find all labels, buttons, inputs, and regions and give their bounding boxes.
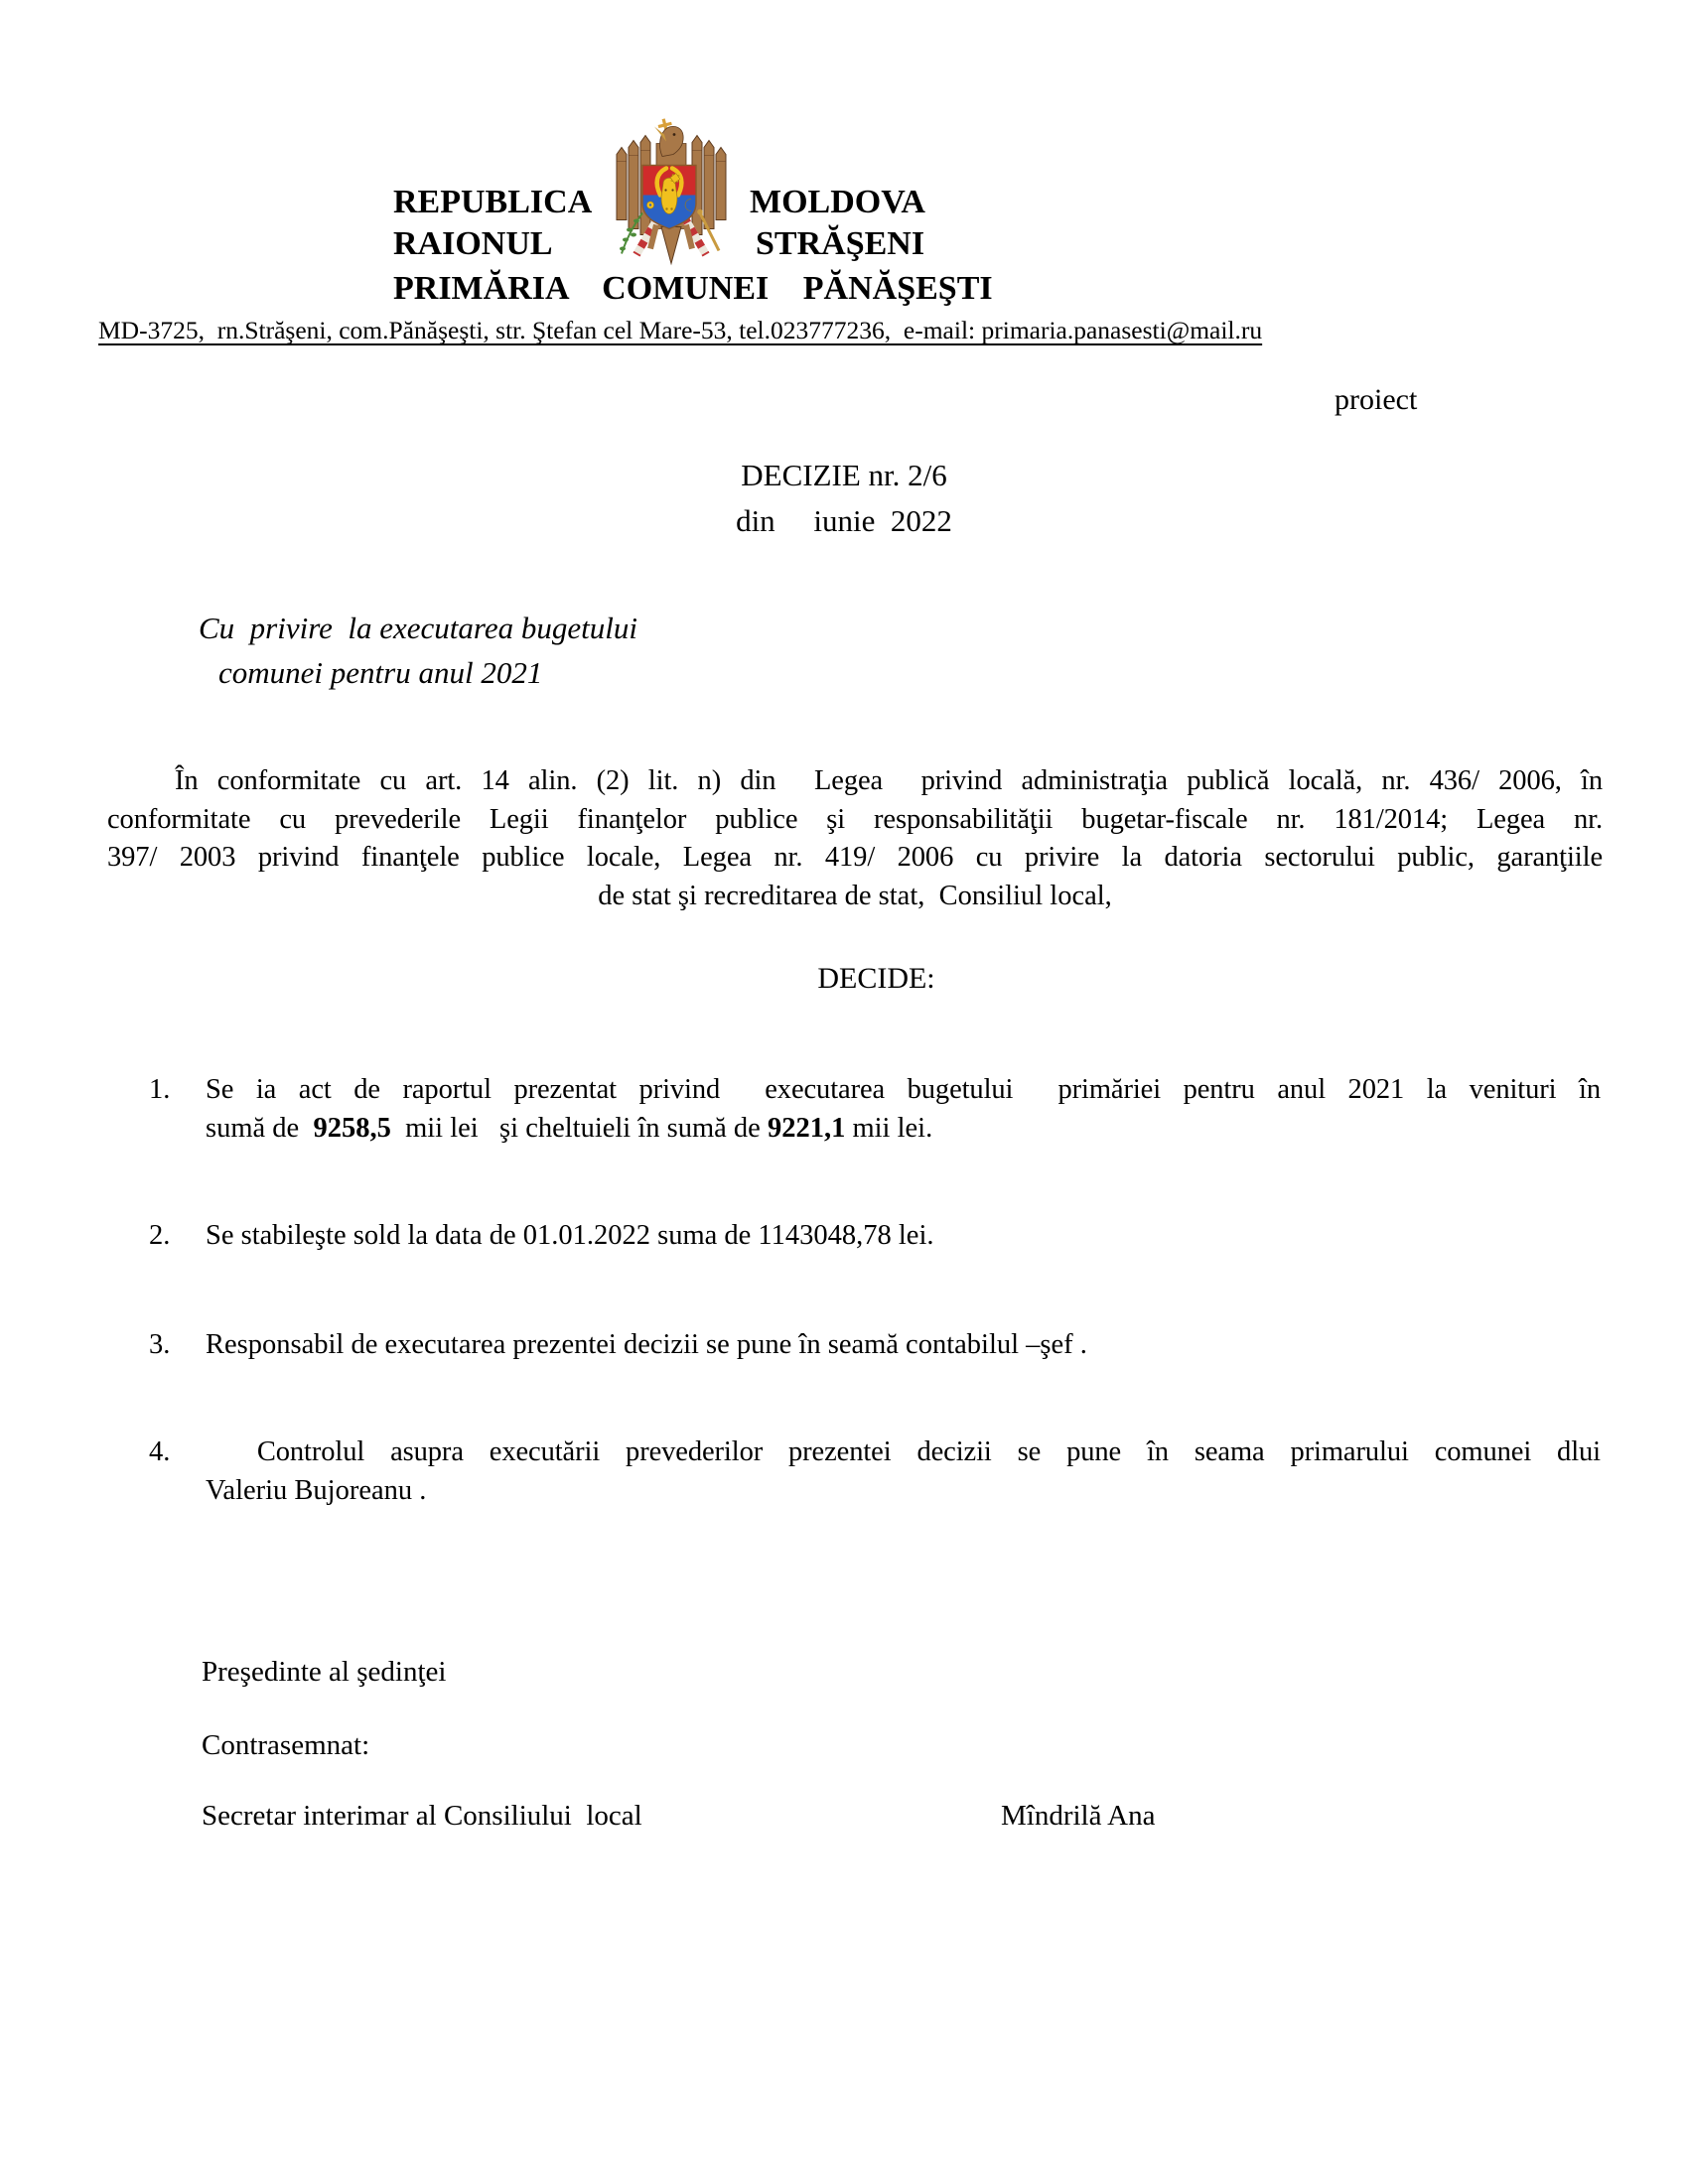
item-number: 4. xyxy=(149,1436,171,1467)
preamble-line: 397/ 2003 privind finanţele publice locale, Legea nr. 419/ 2006 cu privire la datoria sectorului public, garanţiile xyxy=(107,842,1603,874)
item-number: 1. xyxy=(149,1074,171,1105)
header-district-left: RAIONUL xyxy=(393,225,553,262)
expense-value: 9221,1 xyxy=(767,1112,846,1144)
subject-line-1: Cu privire la executarea bugetului xyxy=(199,611,637,645)
address-line: MD-3725, rn.Străşeni, com.Pănăşeşti, str. Ştefan cel Mare-53, tel.023777236, e-mail: primaria.panasesti@mail.ru xyxy=(98,316,1263,344)
item-4-line-2: Valeriu Bujoreanu . xyxy=(206,1474,427,1506)
header-institution: PRIMĂRIA COMUNEI PĂNĂŞEŞTI xyxy=(393,270,993,307)
item-number: 2. xyxy=(149,1220,171,1251)
subject-block xyxy=(199,606,637,695)
item-1-line-1: Se ia act de raportul prezentat privind executarea bugetului primăriei pentru anul 2021 la venituri în xyxy=(206,1074,1601,1105)
preamble-line: de stat şi recreditarea de stat, Consiliul local, xyxy=(598,880,1112,911)
signature-countersign-label: Contrasemnat: xyxy=(202,1729,370,1761)
moldova-coat-of-arms-icon xyxy=(613,117,730,272)
signature-chair-label: Preşedinte al şedinţei xyxy=(202,1656,447,1688)
decision-item-1 xyxy=(149,1071,1601,1148)
item-3-text: Responsabil de executarea prezentei decizii se pune în seamă contabilul –şef . xyxy=(206,1329,1087,1360)
header-district-right: STRĂŞENI xyxy=(756,225,925,262)
decision-date-line: din iunie 2022 xyxy=(736,503,952,538)
preamble-line: În conformitate cu art. 14 alin. (2) lit. n) din Legea privind administraţia publică locală, nr. 436/ 2006, în xyxy=(175,765,1603,796)
item-1-line-2-prefix: sumă de xyxy=(206,1112,314,1144)
item-1-line-2 xyxy=(206,1110,1601,1149)
item-1-line-2-middle: mii lei şi cheltuieli în sumă de xyxy=(390,1112,768,1144)
decision-item-3 xyxy=(149,1326,1601,1365)
decide-heading: DECIDE: xyxy=(817,962,935,995)
item-2-text: Se stabileşte sold la data de 01.01.2022 suma de 1143048,78 lei. xyxy=(206,1220,934,1251)
header-country-right: MOLDOVA xyxy=(750,184,925,220)
revenue-value: 9258,5 xyxy=(313,1112,391,1144)
doc-type-label: proiect xyxy=(1335,383,1418,416)
item-4-line-1: Controlul asupra executării prevederilor prezentei decizii se pune în seama primarului comunei dlui xyxy=(206,1436,1601,1467)
decision-title: DECIZIE nr. 2/6 xyxy=(741,458,947,492)
signature-secretary-name: Mîndrilă Ana xyxy=(1001,1800,1156,1832)
header-country-left: REPUBLICA xyxy=(393,184,593,220)
preamble-line: conformitate cu prevederile Legii finanţelor publice şi responsabilităţii bugetar-fiscale nr. 181/2014; Legea nr. xyxy=(107,803,1603,835)
item-number: 3. xyxy=(149,1329,171,1360)
item-1-line-2-suffix: mii lei. xyxy=(845,1112,933,1144)
preamble xyxy=(107,762,1603,915)
decision-item-2 xyxy=(149,1217,1601,1256)
signature-secretary-label: Secretar interimar al Consiliului local xyxy=(202,1800,642,1832)
decision-item-4 xyxy=(149,1433,1601,1510)
subject-line-2: comunei pentru anul 2021 xyxy=(218,655,543,690)
decision-title-block xyxy=(0,453,1688,544)
